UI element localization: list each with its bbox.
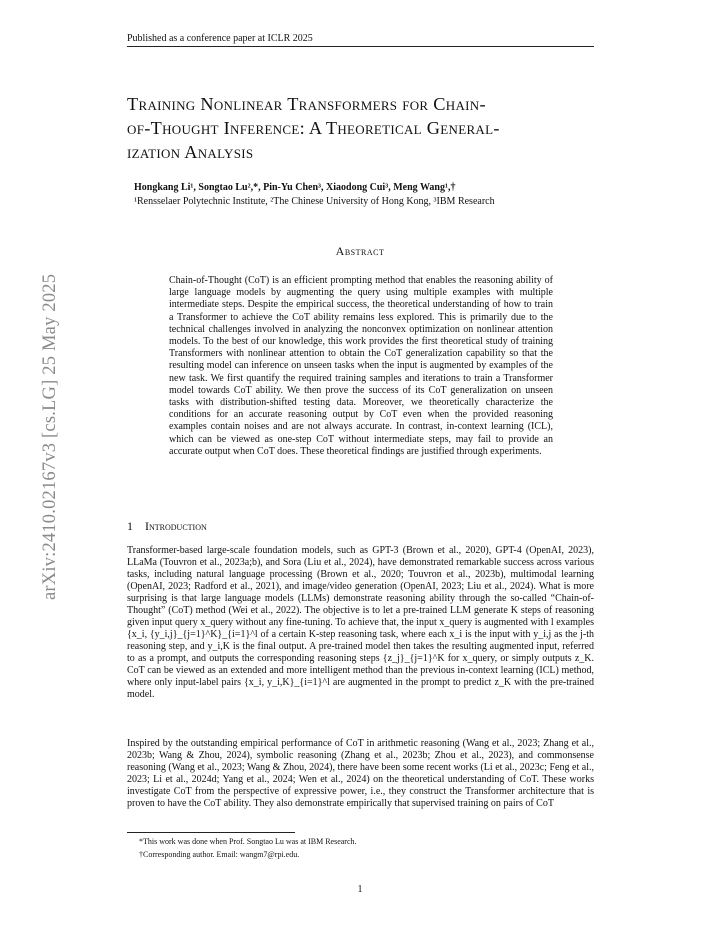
footnote-2: †Corresponding author. Email: wangm7@rpi.edu.	[139, 850, 300, 859]
page-number: 1	[357, 884, 363, 895]
title-line: Training Nonlinear Transformers for Chain-	[127, 94, 486, 114]
author-list: Hongkang Li¹, Songtao Lu²,*, Pin-Yu Chen³, Xiaodong Cui³, Meng Wang¹,†	[134, 182, 456, 193]
affiliations: ¹Rensselaer Polytechnic Institute, ²The Chinese University of Hong Kong, ³IBM Research	[134, 196, 495, 207]
intro-paragraph-2: Inspired by the outstanding empirical performance of CoT in arithmetic reasoning (Wang et al., 2023; Zhang et al., 2023b; Wang & Zhou, 2024), symbolic reasoning (Zhang et al., 2023b; Zhou et al., 2023), and commonsense reasoning (Wang et al., 2023; Wang & Zhou, 2024), there have been some recent works (Li et al., 2023c; Feng et al., 2023; Li et al., 2024d; Yang et al., 2024; Wen et al., 2024) on the theoretical understanding of CoT. These works investigate CoT from the perspective of expressive power, i.e., they construct the Transformer architecture that is proven to have the CoT ability. They also demonstrate empirically that supervised training on pairs of CoT	[127, 738, 594, 809]
intro-paragraph-1: Transformer-based large-scale foundation models, such as GPT-3 (Brown et al., 2020), GPT-4 (OpenAI, 2023), LLaMa (Touvron et al., 2023a;b), and Sora (Liu et al., 2024), have demonstrated remarkable success across various tasks, including natural language processing (Brown et al., 2020; Touvron et al., 2023b), multimodal learning (OpenAI, 2023; Radford et al., 2021), and image/video generation (OpenAI, 2023; Liu et al., 2024). What is more surprising is that large language models (LLMs) demonstrate reasoning ability through the so-called “Chain-of-Thought” (CoT) method (Wei et al., 2022). The objective is to let a pre-trained LLM generate K steps of reasoning given input query x_query without any fine-tuning. To achieve that, the input x_query is augmented with l examples {x_i, {y_i,j}_{j=1}^K}_{i=1}^l of a certain K-step reasoning task, where each x_i is the input with y_i,j as the j-th reasoning step, and y_i,K is the final output. A pre-trained model then takes the resulting augmented input, referred to as a prompt, and outputs the corresponding reasoning steps {z_j}_{j=1}^K for x_query, or simply outputs z_K. CoT can be viewed as an extended and more intelligent method than the previous in-context learning (ICL) method, where only input-label pairs {x_i, y_i,K}_{i=1}^l are augmented in the prompt to predict z_K with the pre-trained model.	[127, 545, 594, 700]
abstract-text: Chain-of-Thought (CoT) is an efficient prompting method that enables the reasoning ability of large language models by augmenting the query using multiple examples with multiple intermediate steps. Despite the empirical success, the theoretical understanding of how to train a Transformer to achieve the CoT ability remains less explored. This is primarily due to the technical challenges involved in analyzing the nonconvex optimization on nonlinear attention models. To the best of our knowledge, this work provides the first theoretical study of training Transformers with nonlinear attention to obtain the CoT generalization capability so that the resulting model can inference on unseen tasks when the input is augmented by examples of the new task. We first quantify the required training samples and iterations to train a Transformer model towards CoT ability. We then prove the success of its CoT generalization on unseen tasks with distribution-shifted testing data. Moreover, we theoretically characterize the conditions for an accurate reasoning output by CoT even when the provided reasoning examples contain noises and are not always accurate. In contrast, in-context learning (ICL), which can be viewed as one-step CoT without intermediate steps, may fail to provide an accurate output when CoT does. These theoretical findings are justified through experiments.	[169, 275, 553, 457]
title-line: ization Analysis	[127, 142, 254, 162]
section-heading	[127, 519, 207, 534]
paper-title	[127, 92, 602, 164]
footnote-rule	[127, 832, 295, 833]
abstract-heading: Abstract	[335, 244, 385, 258]
section-title: Introduction	[145, 519, 207, 533]
running-header: Published as a conference paper at ICLR 2025	[127, 33, 594, 47]
title-line: of-Thought Inference: A Theoretical General-	[127, 118, 500, 138]
section-number: 1	[127, 519, 133, 533]
footnote-1: *This work was done when Prof. Songtao Lu was at IBM Research.	[139, 837, 357, 846]
arxiv-stamp: arXiv:2410.02167v3 [cs.LG] 25 May 2025	[40, 273, 60, 600]
